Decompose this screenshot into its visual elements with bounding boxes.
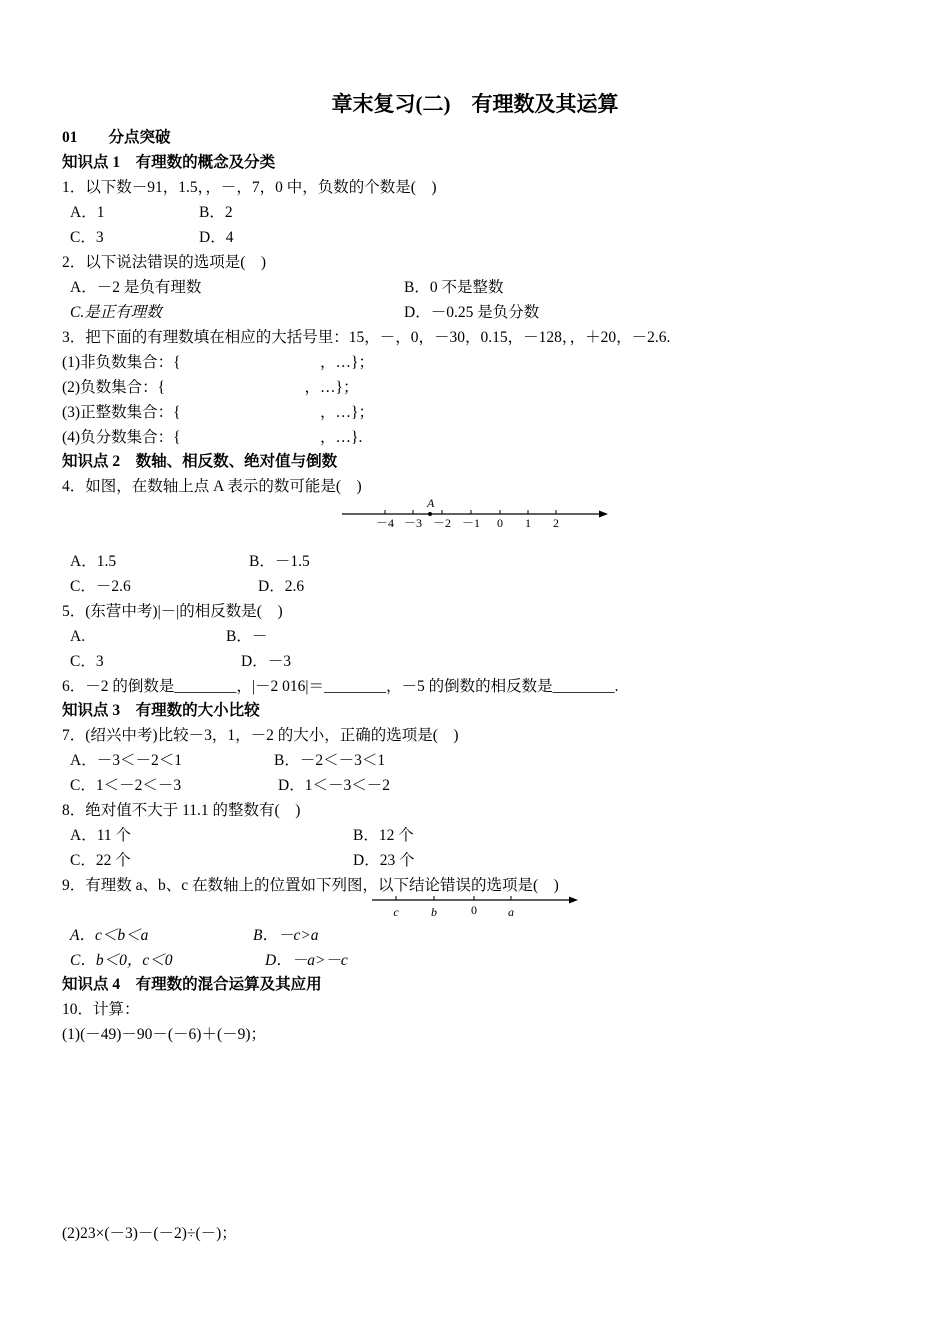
question-5-option-c: C．3 (70, 653, 104, 670)
question-2-option-d: D．－0.25 是负分数 (404, 304, 540, 321)
question-8-option-d: D．23 个 (353, 852, 415, 869)
question-9-option-a: A．c＜b＜a (70, 927, 149, 944)
question-1-option-c: C．3 (70, 229, 104, 246)
question-1-stem: 1．以下数－91，1.5，，－，7，0 中，负数的个数是( ) (62, 179, 437, 196)
question-3-set-2: (2)负数集合：{ ，…}； (62, 379, 359, 396)
origin-label: 0 (471, 903, 477, 917)
question-7-option-d: D．1＜－3＜－2 (278, 777, 390, 794)
question-10-stem: 10．计算： (62, 1001, 140, 1018)
axis-arrow-icon (599, 511, 608, 518)
question-7-option-b: B．－2＜－3＜1 (274, 752, 386, 769)
question-9-option-c: C．b＜0，c＜0 (70, 952, 173, 969)
question-3-set-3: (3)正整数集合：{ ，…}； (62, 404, 374, 421)
question-4-stem: 4．如图，在数轴上点 A 表示的数可能是( ) (62, 478, 362, 495)
question-5-stem: 5．(东营中考)|－|的相反数是( ) (62, 603, 283, 620)
knowledge-point-4: 知识点 4 有理数的混合运算及其应用 (62, 976, 322, 993)
question-10-part-2: (2)23×(－3)－(－2)÷(－)； (62, 1225, 237, 1242)
tick-label: 0 (497, 516, 503, 530)
question-1-option-b: B．2 (199, 204, 233, 221)
tick-label: －1 (461, 516, 481, 530)
question-8-option-a: A．11 个 (70, 827, 131, 844)
number-line-figure-q4 (340, 494, 615, 532)
point-a-marker (428, 512, 432, 516)
point-a-label: A (427, 496, 435, 510)
point-a-label: a (508, 905, 514, 919)
question-5-option-d: D．－3 (241, 653, 291, 670)
tick-label: －2 (432, 516, 452, 530)
tick-label: －3 (403, 516, 423, 530)
axis-arrow-icon (569, 897, 578, 904)
question-7-option-a: A．－3＜－2＜1 (70, 752, 182, 769)
point-b-label: b (431, 905, 437, 919)
question-9-option-d: D．－a>－c (265, 952, 348, 969)
page-title: 章末复习(二) 有理数及其运算 (331, 92, 619, 116)
question-7-option-c: C．1＜－2＜－3 (70, 777, 182, 794)
question-4-option-c: C．－2.6 (70, 578, 131, 595)
question-4-option-d: D．2.6 (258, 578, 305, 595)
question-2-option-a: A．－2 是负有理数 (70, 279, 202, 296)
question-9-option-b: B．－c>a (253, 927, 319, 944)
point-c-label: c (393, 905, 399, 919)
question-10-part-1: (1)(－49)－90－(－6)＋(－9)； (62, 1026, 267, 1043)
question-3-stem: 3．把下面的有理数填在相应的大括号里：15，－，0，－30，0.15，－128，，＋20，－2.6. (62, 329, 671, 346)
question-1-option-a: A．1 (70, 204, 105, 221)
question-5-option-a: A. (70, 628, 86, 645)
question-4-option-a: A．1.5 (70, 553, 117, 570)
question-3-set-4: (4)负分数集合：{ ，…}. (62, 429, 363, 446)
question-6-stem: 6．－2 的倒数是________，|－2 016|＝________，－5 的倒数的相反数是________. (62, 678, 619, 695)
question-2-option-c: C.是正有理数 (70, 304, 162, 321)
question-4-option-b: B．－1.5 (249, 553, 310, 570)
tick-label: 1 (525, 516, 531, 530)
tick-label: 2 (553, 516, 559, 530)
section-heading: 01 分点突破 (62, 129, 171, 146)
question-1-option-d: D．4 (199, 229, 234, 246)
tick-label: －4 (375, 516, 395, 530)
knowledge-point-1: 知识点 1 有理数的概念及分类 (62, 154, 276, 171)
question-7-stem: 7．(绍兴中考)比较－3，1，－2 的大小，正确的选项是( ) (62, 727, 459, 744)
question-2-option-b: B．0 不是整数 (404, 279, 504, 296)
knowledge-point-2: 知识点 2 数轴、相反数、绝对值与倒数 (62, 453, 338, 470)
knowledge-point-3: 知识点 3 有理数的大小比较 (62, 702, 260, 719)
question-9-stem: 9．有理数 a、b、c 在数轴上的位置如下列图，以下结论错误的选项是( ) (62, 877, 559, 894)
question-2-stem: 2．以下说法错误的选项是( ) (62, 254, 267, 271)
number-line-figure-q9 (370, 892, 585, 922)
question-8-option-b: B．12 个 (353, 827, 414, 844)
question-5-option-b: B．－ (226, 628, 268, 645)
question-8-stem: 8．绝对值不大于 11.1 的整数有( ) (62, 802, 301, 819)
question-8-option-c: C．22 个 (70, 852, 131, 869)
question-3-set-1: (1)非负数集合：{ ，…}； (62, 354, 374, 371)
